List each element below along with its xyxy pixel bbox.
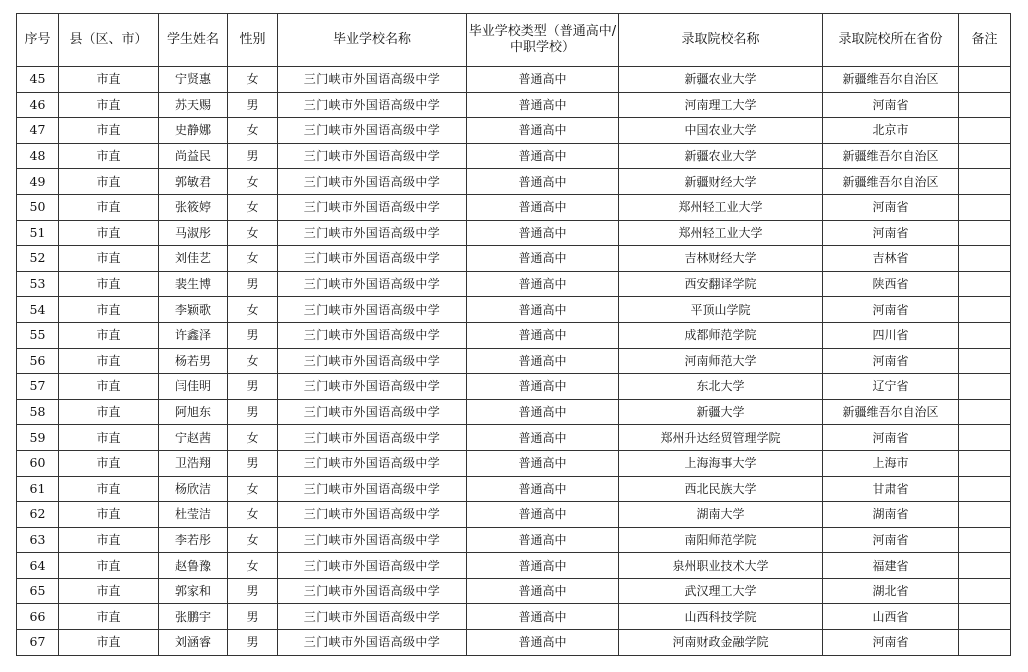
- cell-college-province: 新疆维吾尔自治区: [823, 169, 959, 195]
- cell-county: 市直: [59, 578, 159, 604]
- table-row: [17, 118, 1011, 144]
- cell-school-type: 普通高中: [467, 271, 619, 297]
- cell-student-name: 闫佳明: [159, 374, 228, 400]
- cell-index: 46: [17, 92, 59, 118]
- admission-table: [16, 13, 1011, 656]
- cell-gender: 男: [228, 578, 278, 604]
- cell-remarks: [959, 220, 1011, 246]
- table-row: [17, 322, 1011, 348]
- cell-index: 49: [17, 169, 59, 195]
- cell-index: 60: [17, 450, 59, 476]
- cell-remarks: [959, 578, 1011, 604]
- cell-gender: 女: [228, 246, 278, 272]
- cell-gender: 男: [228, 604, 278, 630]
- cell-student-name: 马淑彤: [159, 220, 228, 246]
- table-row: [17, 399, 1011, 425]
- cell-college-province: 河南省: [823, 92, 959, 118]
- cell-school-type: 普通高中: [467, 246, 619, 272]
- cell-remarks: [959, 297, 1011, 323]
- cell-student-name: 张鹏宇: [159, 604, 228, 630]
- cell-county: 市直: [59, 527, 159, 553]
- cell-county: 市直: [59, 322, 159, 348]
- cell-school-type: 普通高中: [467, 169, 619, 195]
- cell-college-name: 武汉理工大学: [619, 578, 823, 604]
- cell-school-type: 普通高中: [467, 425, 619, 451]
- cell-gender: 男: [228, 143, 278, 169]
- cell-school-type: 普通高中: [467, 630, 619, 656]
- cell-county: 市直: [59, 630, 159, 656]
- header-row: [17, 14, 1011, 67]
- cell-county: 市直: [59, 67, 159, 93]
- cell-college-name: 西安翻译学院: [619, 271, 823, 297]
- cell-county: 市直: [59, 220, 159, 246]
- cell-school-name: 三门峡市外国语高级中学: [278, 502, 467, 528]
- cell-student-name: 苏天赐: [159, 92, 228, 118]
- cell-student-name: 杨若男: [159, 348, 228, 374]
- cell-remarks: [959, 118, 1011, 144]
- cell-college-name: 郑州轻工业大学: [619, 194, 823, 220]
- cell-college-name: 山西科技学院: [619, 604, 823, 630]
- header-cell-student-name: 学生姓名: [159, 14, 228, 67]
- table-row: [17, 271, 1011, 297]
- cell-college-province: 新疆维吾尔自治区: [823, 67, 959, 93]
- cell-index: 59: [17, 425, 59, 451]
- cell-county: 市直: [59, 169, 159, 195]
- cell-index: 50: [17, 194, 59, 220]
- cell-index: 57: [17, 374, 59, 400]
- cell-college-province: 上海市: [823, 450, 959, 476]
- header-cell-gender: 性别: [228, 14, 278, 67]
- table-row: [17, 374, 1011, 400]
- cell-school-name: 三门峡市外国语高级中学: [278, 553, 467, 579]
- cell-college-name: 河南师范大学: [619, 348, 823, 374]
- cell-student-name: 杨欣洁: [159, 476, 228, 502]
- cell-student-name: 卫浩翔: [159, 450, 228, 476]
- cell-student-name: 郭家和: [159, 578, 228, 604]
- header-cell-index: 序号: [17, 14, 59, 67]
- cell-college-name: 郑州轻工业大学: [619, 220, 823, 246]
- table-row: [17, 476, 1011, 502]
- cell-college-name: 上海海事大学: [619, 450, 823, 476]
- cell-index: 61: [17, 476, 59, 502]
- cell-student-name: 李颖歌: [159, 297, 228, 323]
- cell-school-type: 普通高中: [467, 297, 619, 323]
- cell-school-type: 普通高中: [467, 220, 619, 246]
- cell-school-type: 普通高中: [467, 92, 619, 118]
- cell-gender: 男: [228, 322, 278, 348]
- cell-student-name: 杜莹洁: [159, 502, 228, 528]
- cell-school-type: 普通高中: [467, 322, 619, 348]
- table-header: [17, 14, 1011, 67]
- cell-college-name: 平顶山学院: [619, 297, 823, 323]
- cell-gender: 女: [228, 67, 278, 93]
- cell-student-name: 尚益民: [159, 143, 228, 169]
- cell-college-province: 新疆维吾尔自治区: [823, 143, 959, 169]
- cell-county: 市直: [59, 450, 159, 476]
- cell-college-province: 陕西省: [823, 271, 959, 297]
- cell-county: 市直: [59, 92, 159, 118]
- cell-remarks: [959, 271, 1011, 297]
- cell-index: 47: [17, 118, 59, 144]
- cell-school-name: 三门峡市外国语高级中学: [278, 271, 467, 297]
- cell-college-province: 福建省: [823, 553, 959, 579]
- cell-college-province: 河南省: [823, 220, 959, 246]
- cell-gender: 女: [228, 527, 278, 553]
- table-row: [17, 67, 1011, 93]
- cell-index: 66: [17, 604, 59, 630]
- cell-school-type: 普通高中: [467, 194, 619, 220]
- cell-college-province: 北京市: [823, 118, 959, 144]
- cell-college-name: 湖南大学: [619, 502, 823, 528]
- cell-county: 市直: [59, 348, 159, 374]
- cell-college-name: 河南理工大学: [619, 92, 823, 118]
- cell-school-name: 三门峡市外国语高级中学: [278, 374, 467, 400]
- cell-remarks: [959, 322, 1011, 348]
- table-row: [17, 553, 1011, 579]
- cell-college-name: 新疆农业大学: [619, 143, 823, 169]
- header-cell-college-name: 录取院校名称: [619, 14, 823, 67]
- cell-remarks: [959, 604, 1011, 630]
- cell-school-name: 三门峡市外国语高级中学: [278, 476, 467, 502]
- cell-index: 51: [17, 220, 59, 246]
- cell-county: 市直: [59, 502, 159, 528]
- cell-college-province: 湖南省: [823, 502, 959, 528]
- cell-remarks: [959, 502, 1011, 528]
- cell-student-name: 裴生博: [159, 271, 228, 297]
- table-row: [17, 246, 1011, 272]
- cell-college-name: 成都师范学院: [619, 322, 823, 348]
- cell-student-name: 宁贤惠: [159, 67, 228, 93]
- cell-gender: 女: [228, 297, 278, 323]
- header-cell-school-name: 毕业学校名称: [278, 14, 467, 67]
- cell-college-province: 河南省: [823, 527, 959, 553]
- cell-school-name: 三门峡市外国语高级中学: [278, 220, 467, 246]
- cell-college-province: 山西省: [823, 604, 959, 630]
- cell-student-name: 赵鲁豫: [159, 553, 228, 579]
- cell-remarks: [959, 374, 1011, 400]
- cell-school-name: 三门峡市外国语高级中学: [278, 143, 467, 169]
- cell-college-name: 新疆农业大学: [619, 67, 823, 93]
- table-row: [17, 630, 1011, 656]
- cell-county: 市直: [59, 425, 159, 451]
- cell-remarks: [959, 450, 1011, 476]
- table-row: [17, 194, 1011, 220]
- cell-index: 55: [17, 322, 59, 348]
- cell-remarks: [959, 425, 1011, 451]
- cell-school-type: 普通高中: [467, 450, 619, 476]
- cell-gender: 男: [228, 630, 278, 656]
- cell-county: 市直: [59, 476, 159, 502]
- cell-school-type: 普通高中: [467, 502, 619, 528]
- cell-remarks: [959, 553, 1011, 579]
- cell-school-name: 三门峡市外国语高级中学: [278, 399, 467, 425]
- cell-school-name: 三门峡市外国语高级中学: [278, 630, 467, 656]
- cell-student-name: 史静娜: [159, 118, 228, 144]
- cell-school-type: 普通高中: [467, 143, 619, 169]
- cell-county: 市直: [59, 553, 159, 579]
- header-cell-remarks: 备注: [959, 14, 1011, 67]
- cell-index: 62: [17, 502, 59, 528]
- cell-college-province: 河南省: [823, 348, 959, 374]
- cell-student-name: 许鑫泽: [159, 322, 228, 348]
- cell-college-name: 吉林财经大学: [619, 246, 823, 272]
- cell-remarks: [959, 169, 1011, 195]
- cell-county: 市直: [59, 246, 159, 272]
- cell-college-province: 湖北省: [823, 578, 959, 604]
- cell-college-name: 泉州职业技术大学: [619, 553, 823, 579]
- cell-county: 市直: [59, 297, 159, 323]
- cell-county: 市直: [59, 118, 159, 144]
- cell-index: 45: [17, 67, 59, 93]
- table-row: [17, 450, 1011, 476]
- cell-school-name: 三门峡市外国语高级中学: [278, 246, 467, 272]
- cell-college-name: 新疆财经大学: [619, 169, 823, 195]
- cell-gender: 女: [228, 553, 278, 579]
- admission-list-page: [16, 13, 1010, 656]
- header-cell-school-type: 毕业学校类型（普通高中/中职学校）: [467, 14, 619, 67]
- cell-remarks: [959, 194, 1011, 220]
- cell-index: 65: [17, 578, 59, 604]
- cell-school-name: 三门峡市外国语高级中学: [278, 169, 467, 195]
- cell-student-name: 李若彤: [159, 527, 228, 553]
- cell-school-type: 普通高中: [467, 118, 619, 144]
- cell-gender: 女: [228, 194, 278, 220]
- cell-gender: 男: [228, 271, 278, 297]
- cell-school-type: 普通高中: [467, 67, 619, 93]
- cell-student-name: 刘佳艺: [159, 246, 228, 272]
- cell-index: 56: [17, 348, 59, 374]
- cell-college-name: 南阳师范学院: [619, 527, 823, 553]
- cell-gender: 男: [228, 92, 278, 118]
- cell-school-name: 三门峡市外国语高级中学: [278, 348, 467, 374]
- cell-college-name: 河南财政金融学院: [619, 630, 823, 656]
- cell-college-province: 河南省: [823, 297, 959, 323]
- table-row: [17, 604, 1011, 630]
- table-row: [17, 169, 1011, 195]
- cell-student-name: 刘涵睿: [159, 630, 228, 656]
- cell-remarks: [959, 527, 1011, 553]
- cell-gender: 男: [228, 399, 278, 425]
- cell-school-name: 三门峡市外国语高级中学: [278, 92, 467, 118]
- cell-remarks: [959, 476, 1011, 502]
- cell-gender: 女: [228, 220, 278, 246]
- cell-county: 市直: [59, 271, 159, 297]
- table-body: [17, 67, 1011, 656]
- table-row: [17, 348, 1011, 374]
- cell-college-province: 新疆维吾尔自治区: [823, 399, 959, 425]
- cell-student-name: 阿旭东: [159, 399, 228, 425]
- cell-remarks: [959, 630, 1011, 656]
- table-row: [17, 578, 1011, 604]
- cell-college-province: 甘肃省: [823, 476, 959, 502]
- cell-gender: 女: [228, 502, 278, 528]
- table-row: [17, 220, 1011, 246]
- table-row: [17, 425, 1011, 451]
- cell-school-type: 普通高中: [467, 578, 619, 604]
- cell-school-name: 三门峡市外国语高级中学: [278, 322, 467, 348]
- cell-index: 53: [17, 271, 59, 297]
- cell-student-name: 张筱婷: [159, 194, 228, 220]
- cell-index: 67: [17, 630, 59, 656]
- cell-school-name: 三门峡市外国语高级中学: [278, 194, 467, 220]
- cell-county: 市直: [59, 399, 159, 425]
- cell-remarks: [959, 399, 1011, 425]
- table-row: [17, 502, 1011, 528]
- table-row: [17, 527, 1011, 553]
- cell-gender: 女: [228, 348, 278, 374]
- cell-college-province: 辽宁省: [823, 374, 959, 400]
- cell-school-type: 普通高中: [467, 399, 619, 425]
- cell-school-name: 三门峡市外国语高级中学: [278, 118, 467, 144]
- table-row: [17, 297, 1011, 323]
- cell-college-province: 河南省: [823, 630, 959, 656]
- cell-index: 63: [17, 527, 59, 553]
- cell-school-name: 三门峡市外国语高级中学: [278, 578, 467, 604]
- cell-index: 58: [17, 399, 59, 425]
- cell-index: 54: [17, 297, 59, 323]
- cell-student-name: 郭敏君: [159, 169, 228, 195]
- cell-school-type: 普通高中: [467, 604, 619, 630]
- cell-school-name: 三门峡市外国语高级中学: [278, 604, 467, 630]
- cell-gender: 女: [228, 476, 278, 502]
- cell-school-name: 三门峡市外国语高级中学: [278, 67, 467, 93]
- cell-remarks: [959, 143, 1011, 169]
- cell-college-name: 郑州升达经贸管理学院: [619, 425, 823, 451]
- cell-gender: 男: [228, 450, 278, 476]
- cell-county: 市直: [59, 143, 159, 169]
- cell-college-province: 吉林省: [823, 246, 959, 272]
- cell-school-type: 普通高中: [467, 476, 619, 502]
- cell-county: 市直: [59, 194, 159, 220]
- cell-gender: 女: [228, 118, 278, 144]
- cell-school-name: 三门峡市外国语高级中学: [278, 527, 467, 553]
- cell-college-province: 四川省: [823, 322, 959, 348]
- cell-remarks: [959, 246, 1011, 272]
- cell-school-type: 普通高中: [467, 527, 619, 553]
- cell-remarks: [959, 92, 1011, 118]
- cell-school-type: 普通高中: [467, 374, 619, 400]
- table-row: [17, 143, 1011, 169]
- cell-college-province: 河南省: [823, 425, 959, 451]
- cell-school-type: 普通高中: [467, 553, 619, 579]
- cell-school-name: 三门峡市外国语高级中学: [278, 297, 467, 323]
- cell-college-name: 中国农业大学: [619, 118, 823, 144]
- cell-index: 64: [17, 553, 59, 579]
- cell-college-name: 西北民族大学: [619, 476, 823, 502]
- cell-index: 48: [17, 143, 59, 169]
- cell-school-type: 普通高中: [467, 348, 619, 374]
- cell-school-name: 三门峡市外国语高级中学: [278, 450, 467, 476]
- cell-gender: 男: [228, 374, 278, 400]
- cell-student-name: 宁赵茜: [159, 425, 228, 451]
- header-cell-college-province: 录取院校所在省份: [823, 14, 959, 67]
- cell-remarks: [959, 348, 1011, 374]
- header-cell-county: 县（区、市）: [59, 14, 159, 67]
- cell-college-name: 东北大学: [619, 374, 823, 400]
- cell-remarks: [959, 67, 1011, 93]
- cell-index: 52: [17, 246, 59, 272]
- cell-county: 市直: [59, 604, 159, 630]
- cell-school-name: 三门峡市外国语高级中学: [278, 425, 467, 451]
- cell-gender: 女: [228, 425, 278, 451]
- table-row: [17, 92, 1011, 118]
- cell-gender: 女: [228, 169, 278, 195]
- cell-college-province: 河南省: [823, 194, 959, 220]
- cell-college-name: 新疆大学: [619, 399, 823, 425]
- cell-county: 市直: [59, 374, 159, 400]
